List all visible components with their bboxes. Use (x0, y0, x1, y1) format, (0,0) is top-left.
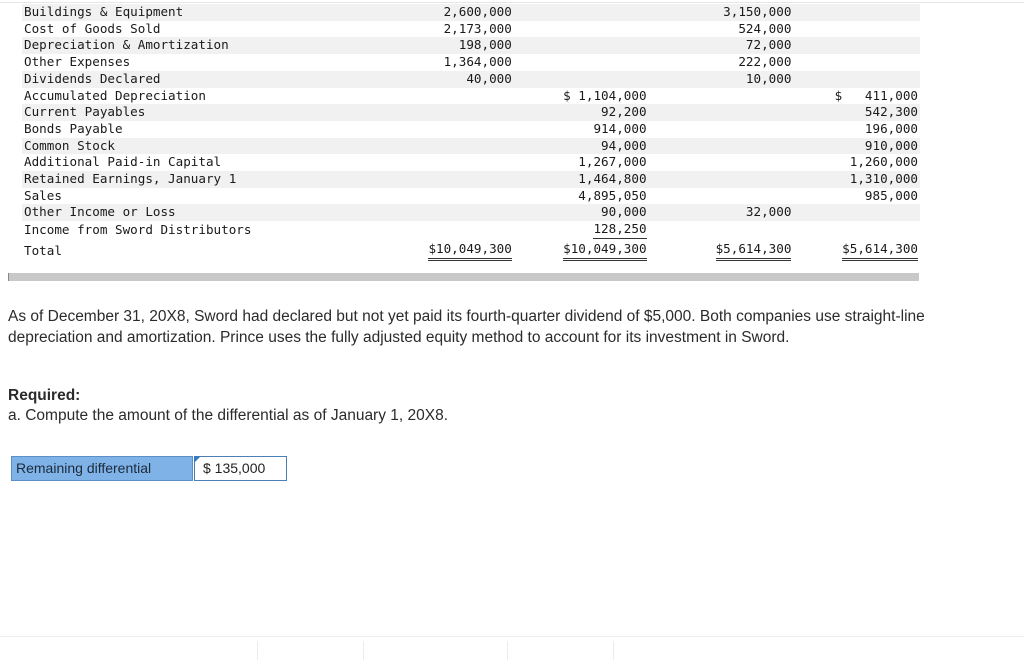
prince-credit (514, 4, 649, 21)
table-row (22, 154, 920, 171)
table-row (22, 188, 920, 205)
table-bottom-tick (8, 273, 9, 281)
sword-debit-total-value: $5,614,300 (716, 240, 792, 261)
sword-credit: 985,000 (864, 187, 918, 203)
table-row (22, 171, 920, 188)
prince-debit: 40,000 (374, 71, 514, 88)
sword-debit (649, 171, 794, 188)
prince-debit (374, 121, 514, 138)
footer-divider (363, 641, 364, 660)
sword-debit: 32,000 (649, 204, 794, 221)
sword-credit: $ 411,000 (834, 87, 918, 103)
top-divider (0, 2, 1024, 3)
table-row (22, 37, 920, 54)
row-label: Sales (24, 187, 62, 203)
answer-flag-icon (194, 456, 201, 463)
prince-debit (374, 221, 514, 239)
sword-debit: 72,000 (649, 37, 794, 54)
prince-credit: 1,464,800 (514, 171, 649, 188)
table-bottom-band (8, 273, 919, 281)
table-row (22, 104, 920, 121)
prince-debit-total-value: $10,049,300 (428, 240, 511, 261)
prince-debit-total (374, 239, 514, 261)
sword-credit: 196,000 (864, 120, 918, 136)
prince-debit: 2,600,000 (374, 4, 514, 21)
table-row (22, 88, 920, 105)
required-part-a: a. Compute the amount of the differential as of January 1, 20X8. (8, 407, 449, 424)
total-row (22, 239, 920, 261)
table-row (22, 138, 920, 155)
prince-credit: 92,200 (514, 104, 649, 121)
sword-credit (793, 21, 920, 38)
row-label: Bonds Payable (24, 120, 123, 136)
prince-credit (514, 221, 649, 239)
sword-credit-total-value: $5,614,300 (842, 240, 918, 261)
sword-debit (649, 154, 794, 171)
footer-divider (257, 641, 258, 660)
sword-credit (793, 54, 920, 71)
answer-row (11, 456, 287, 481)
prince-credit: 1,267,000 (578, 154, 647, 170)
row-label: Income from Sword Distributors (24, 221, 252, 237)
prince-debit (374, 204, 514, 221)
table-row (22, 221, 920, 239)
sword-debit (649, 88, 794, 105)
sword-debit: 10,000 (649, 71, 794, 88)
table-row (22, 4, 920, 21)
prince-credit: 94,000 (514, 138, 649, 155)
problem-paragraph: As of December 31, 20X8, Sword had declared but not yet paid its fourth-quarter dividend of $5,000. Both companies use straight-line depreciation and amortization. Prince uses the fully adjusted equity method to account for its investment in Sword. (8, 308, 925, 346)
sword-debit (649, 188, 794, 205)
prince-credit-total-value: $10,049,300 (563, 240, 646, 261)
prince-debit: 198,000 (374, 37, 514, 54)
sword-credit: 542,300 (793, 104, 920, 121)
table-row (22, 21, 920, 38)
row-label: Additional Paid-in Capital (24, 154, 222, 170)
prince-debit: 1,364,000 (443, 54, 512, 70)
sword-debit (649, 221, 794, 239)
row-label: Buildings & Equipment (22, 4, 374, 21)
trial-balance-table (22, 4, 920, 261)
prince-debit (374, 88, 514, 105)
table-row (22, 54, 920, 71)
prince-debit (374, 138, 514, 155)
sword-credit: 1,310,000 (793, 171, 920, 188)
prince-credit (514, 21, 649, 38)
row-label: Accumulated Depreciation (24, 87, 206, 103)
sword-credit: 1,260,000 (849, 154, 918, 170)
prince-credit: 914,000 (593, 120, 647, 136)
sword-debit (649, 138, 794, 155)
sword-credit: 910,000 (793, 138, 920, 155)
prince-debit (374, 154, 514, 171)
bottom-divider (0, 636, 1024, 637)
footer-divider (613, 641, 614, 660)
sword-debit: 222,000 (738, 54, 792, 70)
row-label: Dividends Declared (22, 71, 374, 88)
sword-debit (649, 104, 794, 121)
prince-debit (374, 104, 514, 121)
prince-debit: 2,173,000 (443, 20, 512, 36)
sword-credit (793, 204, 920, 221)
prince-credit-total (514, 239, 649, 261)
row-label: Other Expenses (24, 54, 131, 70)
sword-debit (649, 121, 794, 138)
prince-debit (374, 188, 514, 205)
remaining-differential-input[interactable] (194, 456, 287, 481)
sword-debit: 524,000 (738, 20, 792, 36)
prince-credit: $ 1,104,000 (563, 87, 647, 103)
prince-credit (514, 54, 649, 71)
footer-divider (507, 641, 508, 660)
sword-debit: 3,150,000 (649, 4, 794, 21)
prince-credit (514, 37, 649, 54)
prince-credit (514, 71, 649, 88)
row-label: Other Income or Loss (22, 204, 374, 221)
sword-credit (793, 221, 920, 239)
table-row (22, 204, 920, 221)
row-label: Retained Earnings, January 1 (22, 171, 374, 188)
sword-credit (793, 37, 920, 54)
sword-credit-total (793, 239, 920, 261)
prince-credit-value: 128,250 (593, 221, 646, 239)
remaining-differential-label: Remaining differential (11, 456, 193, 481)
prince-debit (374, 171, 514, 188)
row-label: Common Stock (22, 138, 374, 155)
sword-debit-total (649, 239, 794, 261)
required-heading: Required: (8, 387, 81, 404)
prince-credit: 4,895,050 (578, 187, 647, 203)
sword-credit (793, 71, 920, 88)
row-label: Current Payables (22, 104, 374, 121)
remaining-differential-value: $ 135,000 (203, 460, 266, 476)
table-row (22, 121, 920, 138)
row-label: Cost of Goods Sold (24, 20, 161, 36)
sword-credit (793, 4, 920, 21)
prince-credit: 90,000 (514, 204, 649, 221)
total-label: Total (22, 239, 374, 261)
table-row (22, 71, 920, 88)
row-label: Depreciation & Amortization (22, 37, 374, 54)
